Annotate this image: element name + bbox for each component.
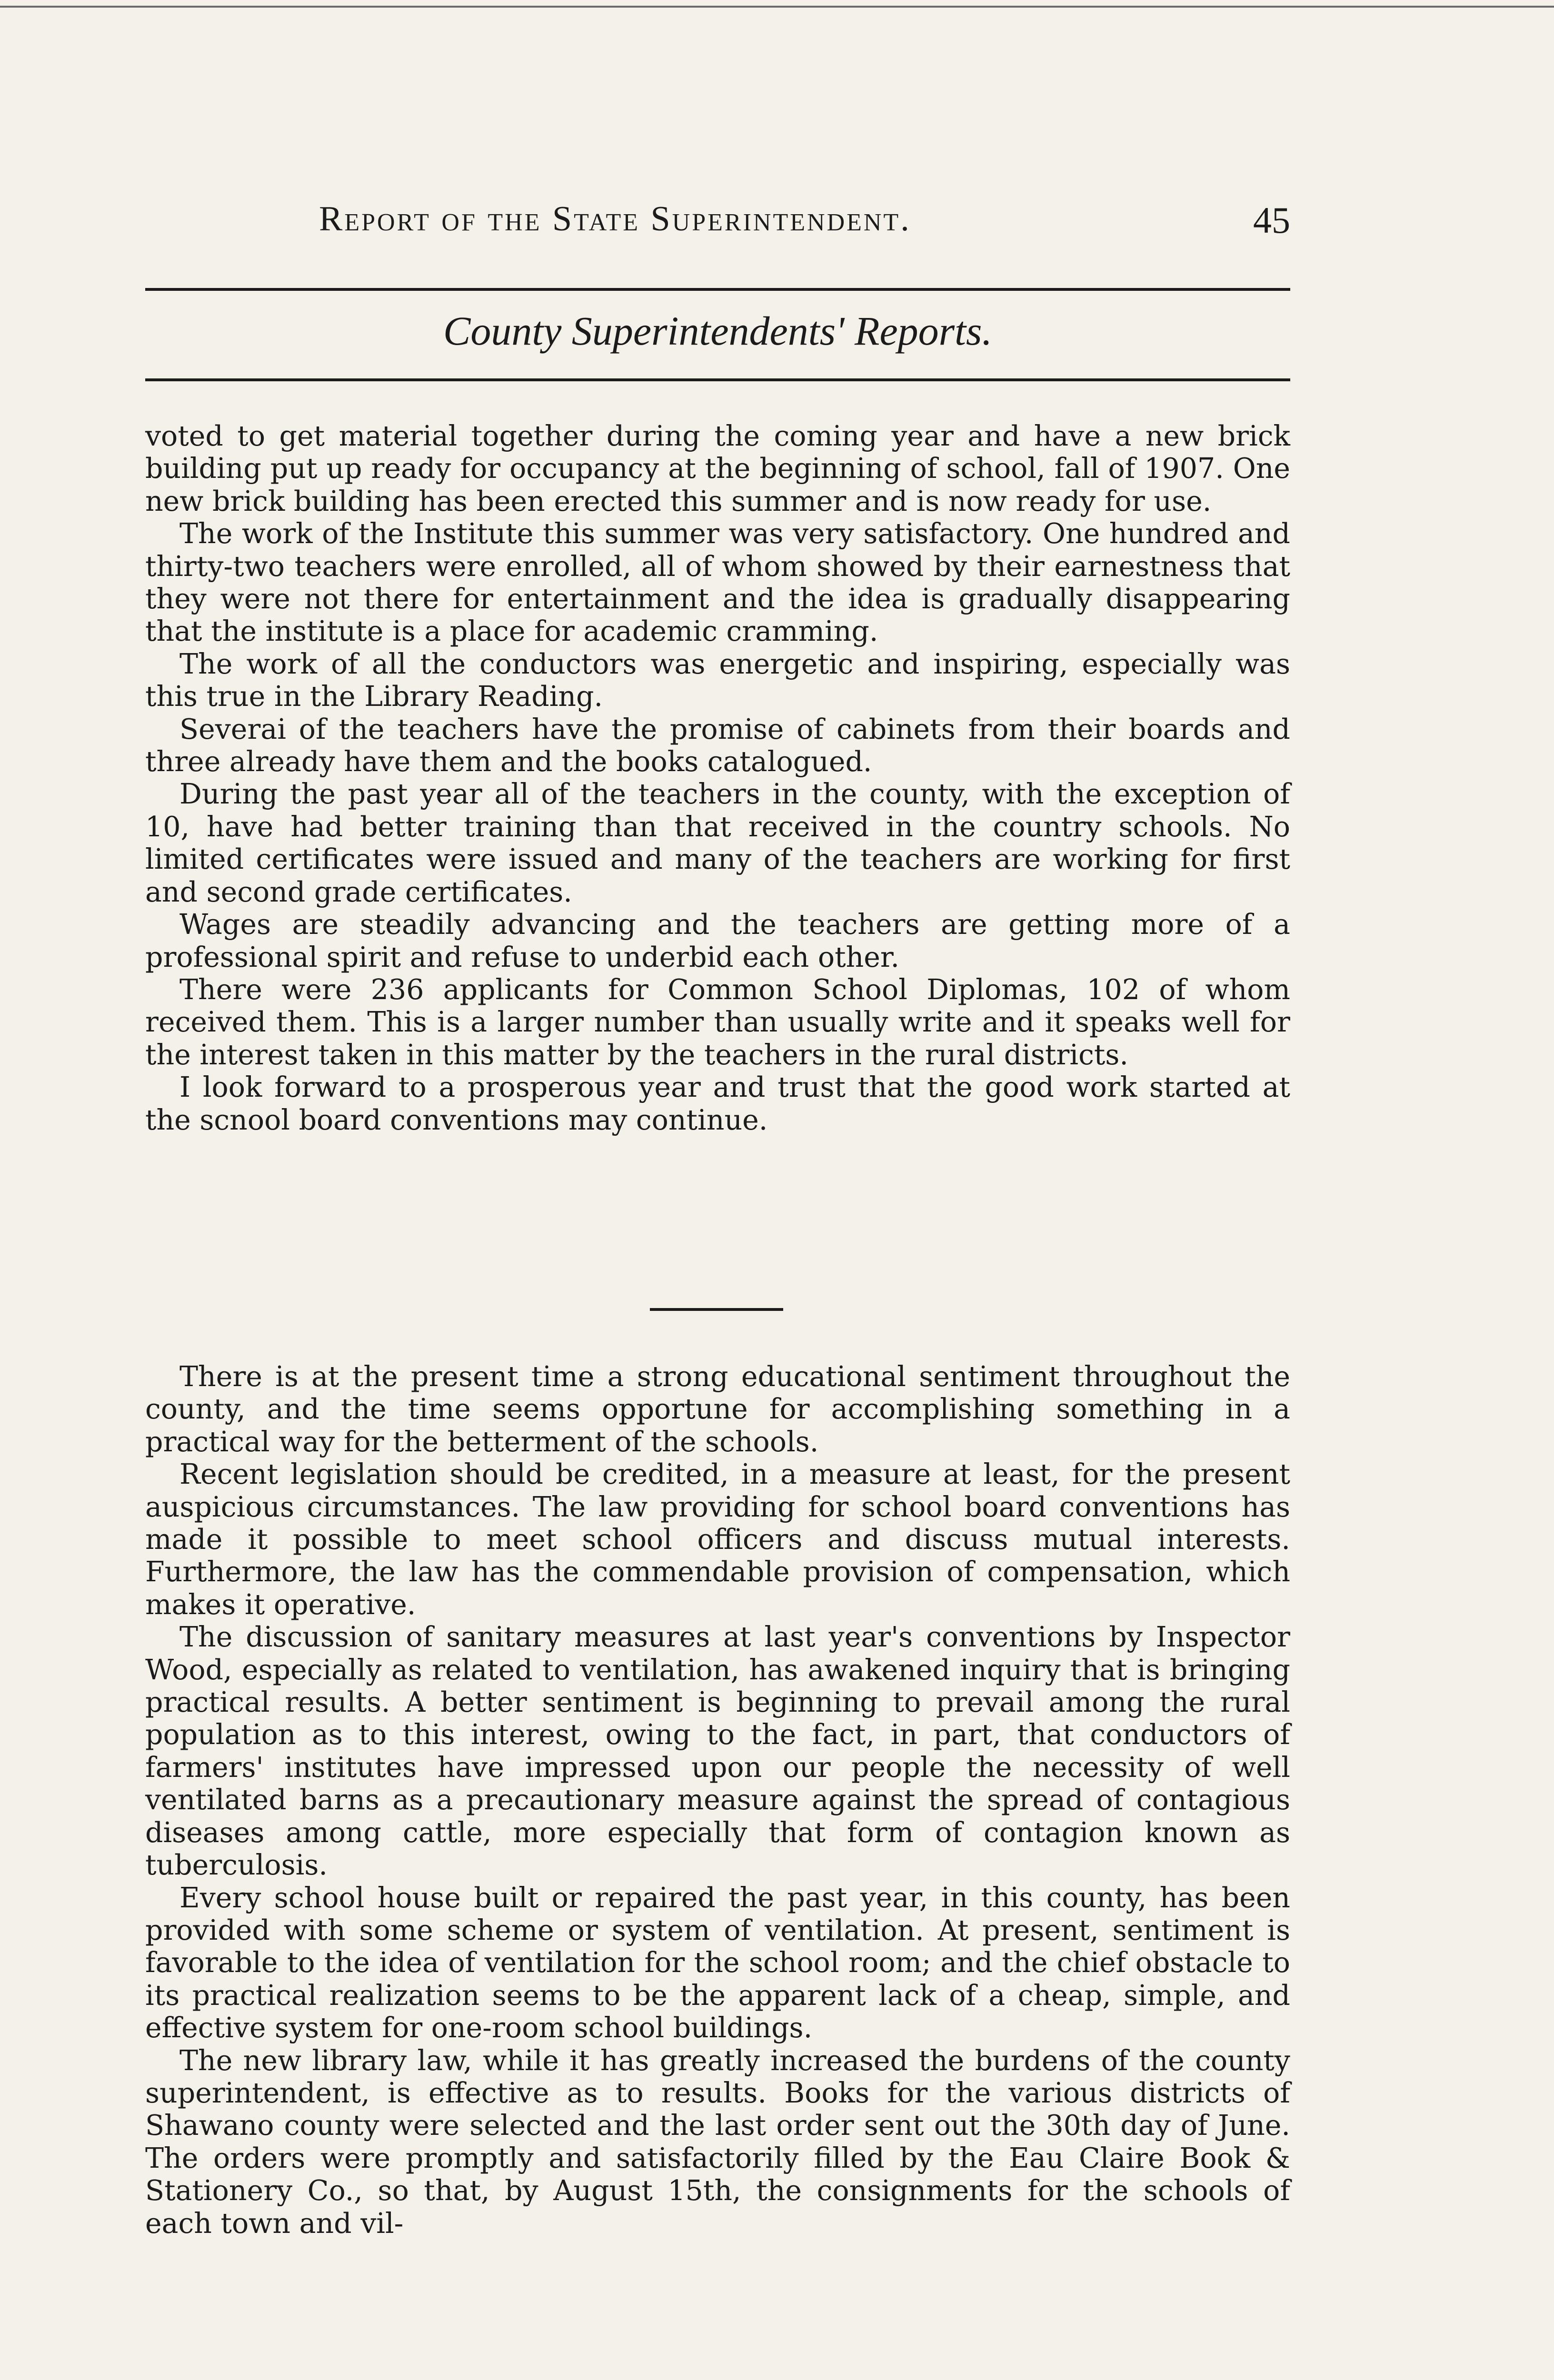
paragraph: The work of the Institute this summer was very satisfactory. One hundred and thirty-two teachers were enrolled, all of whom showed by their earnestness that they were not there for entertainment and the idea is gradually disappearing that the institute is a place for academic cramming. bbox=[145, 517, 1290, 648]
section-title: County Superintendents' Reports. bbox=[443, 308, 992, 354]
page-number: 45 bbox=[1253, 199, 1290, 241]
paragraph: Recent legislation should be credited, in a measure at least, for the present auspicious circumstances. The law providing for school board conventions has made it possible to meet school officers and discuss mutual interests. Furthermore, the law has the commendable provision of compensation, which makes it operative. bbox=[145, 1458, 1290, 1621]
running-header bbox=[143, 199, 1290, 251]
paragraph: The discussion of sanitary measures at last year's conventions by Inspector Wood, especially as related to ventilation, has awakened inquiry that is bringing practical results. A better sentiment is beginning to prevail among the rural population as to this interest, owing to the fact, in part, that conductors of farmers' institutes have impressed upon our people the necessity of well ventilated barns as a precautionary measure against the spread of contagious diseases among cattle, more especially that form of contagion known as tuberculosis. bbox=[145, 1621, 1290, 1882]
paragraph: The work of all the conductors was energetic and inspiring, especially was this true in the Library Reading. bbox=[145, 647, 1290, 713]
running-title: Report of the State Superintendent. bbox=[319, 199, 911, 238]
report-section-1 bbox=[145, 420, 1290, 1136]
paragraph: I look forward to a prosperous year and trust that the good work started at the scnool board conventions may continue. bbox=[145, 1071, 1290, 1136]
paragraph: The new library law, while it has greatly increased the burdens of the county superintendent, is effective as to results. Books for the various districts of Shawano county were selected and the last order sent out the 30th day of June. The orders were promptly and satisfactorily filled by the Eau Claire Book & Stationery Co., so that, by August 15th, the consignments for the schools of each town and vil- bbox=[145, 2044, 1290, 2240]
header-rule-bottom bbox=[145, 378, 1290, 381]
paragraph: There were 236 applicants for Common School Diplomas, 102 of whom received them. This is a larger number than usually write and it speaks well for the interest taken in this matter by the teachers in the rural districts. bbox=[145, 973, 1290, 1071]
header-rule-top bbox=[145, 288, 1290, 291]
paragraph: Wages are steadily advancing and the teachers are getting more of a professional spirit and refuse to underbid each other. bbox=[145, 908, 1290, 973]
paragraph: During the past year all of the teachers in the county, with the exception of 10, have had better training than that received in the country schools. No limited certificates were issued and many of the teachers are working for first and second grade certificates. bbox=[145, 778, 1290, 908]
page-edge-rule bbox=[0, 6, 1554, 8]
paragraph: voted to get material together during the coming year and have a new brick building put up ready for occupancy at the beginning of school, fall of 1907. One new brick building has been erected this summer and is now ready for use. bbox=[145, 420, 1290, 517]
paragraph: There is at the present time a strong educational sentiment throughout the county, and the time seems opportune for accomplishing something in a practical way for the betterment of the schools. bbox=[145, 1360, 1290, 1458]
paragraph: Every school house built or repaired the past year, in this county, has been provided with some scheme or system of ventilation. At present, sentiment is favorable to the idea of ventilation for the school room; and the chief obstacle to its practical realization seems to be the apparent lack of a cheap, simple, and effective system for one-room school buildings. bbox=[145, 1881, 1290, 2044]
paragraph: Severai of the teachers have the promise of cabinets from their boards and three already have them and the books catalogued. bbox=[145, 713, 1290, 778]
section-separator bbox=[650, 1308, 783, 1311]
report-section-2 bbox=[145, 1360, 1290, 2240]
